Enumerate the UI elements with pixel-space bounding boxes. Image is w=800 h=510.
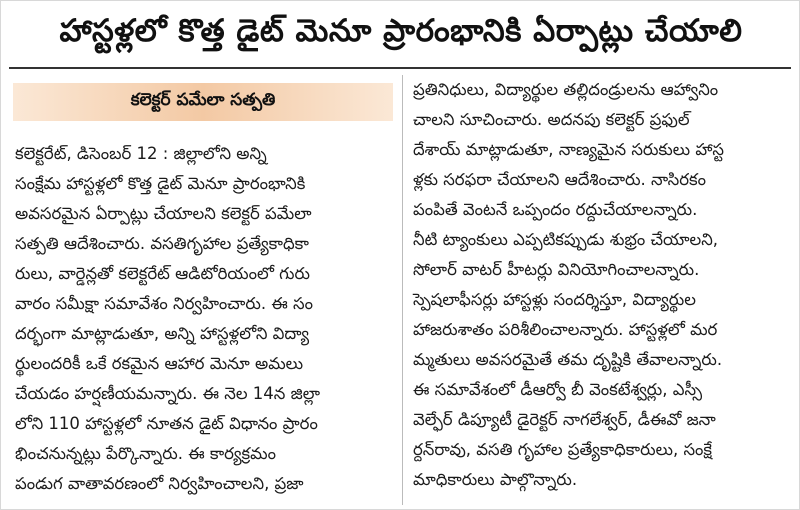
body-text-line: వారం సమీక్షా సమావేశం నిర్వహించారు. ఈ సం [15,294,313,313]
body-text-line: పండుగ వాతావరణంలో నిర్వహించాలని, ప్రజా [15,474,304,493]
body-text-line: భించనున్నట్లు పేర్కొన్నారు. ఈ కార్యక్రమం [15,444,276,463]
body-text-line: వెల్ఫేర్ డిప్యూటీ డైరెక్టర్ నాగలేశ్వర్, డీఈవో జనా [413,410,716,429]
body-text-line: సంక్షేమ హాస్టళ్లలో కొత్త డైట్ మెనూ ప్రారంభానికి [15,174,306,193]
body-text-line: ళ్లకు సరఫరా చేయాలని ఆదేశించారు. నాసిరకం [413,170,707,189]
body-text-line: రులు, వార్డెన్లతో కలెక్టరేట్ ఆడిటోరియంలో గురు [15,264,311,283]
body-text-line: దేశాయ్ మాట్లాడుతూ, నాణ్యమైన సరుకులు హాస్ట [413,140,725,159]
body-text-line: చాలని సూచించారు. అదనపు కలెక్టర్ ప్రఫుల్ [413,110,690,129]
body-text-line: నీటి ట్యాంకులు ఎప్పటికప్పుడు శుభ్రం చేయాలని, [413,230,719,249]
body-text-line: సత్పతి ఆదేశించారు. వసతిగృహాల ప్రత్యేకాధికా [15,234,309,253]
body-text-line: స్పెషలాఫీసర్లు హాస్టళ్లు సందర్శిస్తూ, విద్యార్థుల [413,290,696,309]
headline: హాస్టళ్లలో కొత్త డైట్ మెనూ ప్రారంభానికి ఏర్పాట్లు చేయాలి [59,12,743,49]
column-divider [402,75,403,505]
body-text-line: ర్థులందరికీ ఒకే రకమైన ఆహార మెనూ అమలు [15,354,304,373]
body-text-line: ర్దన్‌రావు, వసతి గృహాల ప్రత్యేకాధికారులు, సంక్షే [413,440,713,459]
body-text-line: హాజరుశాతం పరిశీలించాలన్నారు. హాస్టళ్లలో మర [413,320,718,339]
body-text-line: చేయడం హర్షణీయమన్నారు. ఈ నెల 14న జిల్లా [15,384,320,403]
body-text-line: పంపితే వెంటనే ఒప్పందం రద్దుచేయాలన్నారు. [413,200,698,219]
body-text-line: కలెక్టరేట్, డిసెంబర్ 12 : జిల్లాలోని అన్ని [15,144,267,163]
body-text-line: ప్రతినిధులు, విద్యార్థుల తల్లిదండ్రులను ఆహ్వానిం [413,80,719,99]
byline-text: కలెక్టర్ పమేలా సత్పతి [130,90,276,110]
body-text-line: ఈ సమావేశంలో డీఆర్వో బీ వెంకటేశ్వర్లు, ఎస్సీ [413,380,703,399]
body-text-line: లోని 110 హాస్టళ్లలో నూతన డైట్ విధానం ప్రారం [15,414,318,433]
headline-rule [9,67,791,69]
body-text-line: అవసరమైన ఏర్పాట్లు చేయాలని కలెక్టర్ పమేలా [15,204,312,223]
body-text-line: మాధికారులు పాల్గొన్నారు. [413,470,578,489]
left-column [11,79,395,505]
right-column [411,75,791,505]
byline-box [13,83,393,121]
body-text-line: మ్మతులు అవసరమైతే తమ దృష్టికి తేవాలన్నారు. [413,350,723,369]
body-text-line: సోలార్ వాటర్ హీటర్లు వినియోగించాలన్నారు. [413,260,700,279]
body-text-line: దర్భంగా మాట్లాడుతూ, అన్ని హాస్టళ్లలోని విద్యా [15,324,310,343]
